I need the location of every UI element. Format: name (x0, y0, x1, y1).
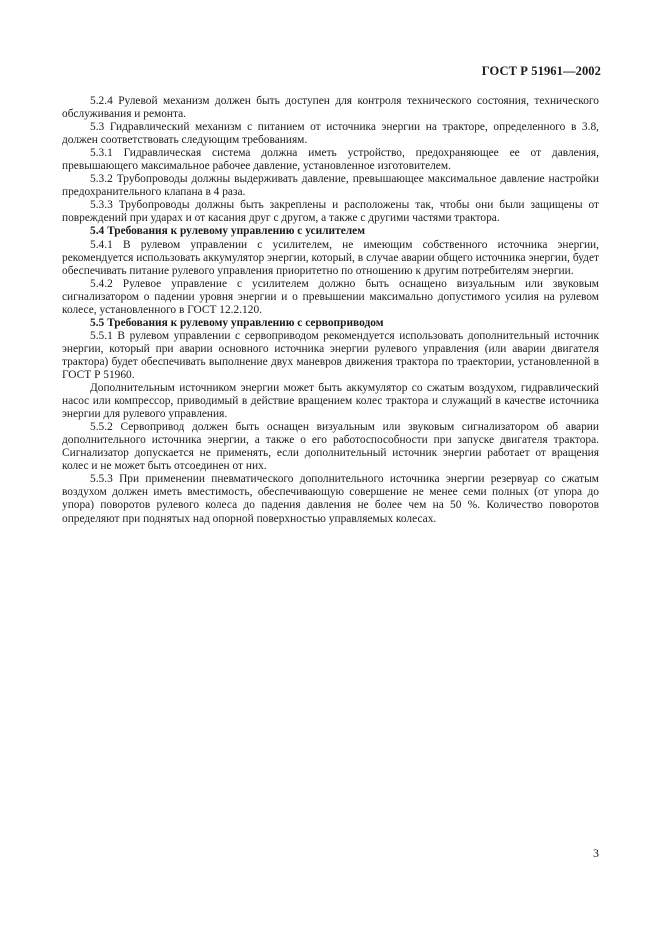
clause-5-3-3: 5.3.3 Трубопроводы должны быть закреплены и расположены так, чтобы они были защищены от повреждений при ударах и от касания друг с другом, а также с другими частями трактора. (62, 199, 599, 225)
clause-5-4-1: 5.4.1 В рулевом управлении с усилителем, не имеющим собственного источника энергии, рекомендуется использовать аккумулятор энергии, который, в случае аварии общего источника энергии, будет обеспечивать питание рулевого управления приоритетно по отношению к другим потребителям энергии. (62, 238, 599, 277)
clause-5-3-1: 5.3.1 Гидравлическая система должна иметь устройство, предохраняющее ее от давления, превышающего максимальное рабочее давление, установленное изготовителем. (62, 147, 599, 173)
clause-5-3: 5.3 Гидравлический механизм с питанием от источника энергии на тракторе, определенного в 3.8, должен соответствовать следующим требованиям. (62, 121, 599, 147)
clause-5-5-1: 5.5.1 В рулевом управлении с сервоприводом рекомендуется использовать дополнительный источник энергии, который при аварии основного источника энергии рулевого управления (или аварии двигателя трактора) будет обеспечивать выполнение двух маневров движения трактора по траектории, установленной в ГОСТ Р 51960. (62, 329, 599, 381)
section-heading-5-4: 5.4 Требования к рулевому управлению с усилителем (90, 225, 365, 238)
clause-5-5-2: 5.5.2 Сервопривод должен быть оснащен визуальным или звуковым сигнализатором об аварии дополнительного источника энергии, а также о его работоспособности при запуске двигателя трактора. Сигнализатор допускается не применять, если дополнительный источник энергии работает от вращения колес и не может быть отсоединен от них. (62, 421, 599, 473)
document-header: ГОСТ Р 51961—2002 (481, 64, 601, 78)
document-body (62, 95, 599, 526)
clause-5-2-4: 5.2.4 Рулевой механизм должен быть доступен для контроля технического состояния, технического обслуживания и ремонта. (62, 95, 599, 121)
section-heading-5-5: 5.5 Требования к рулевому управлению с сервоприводом (90, 316, 384, 329)
clause-5-4-2: 5.4.2 Рулевое управление с усилителем должно быть оснащено визуальным или звуковым сигнализатором о падении уровня энергии и о превышении максимально допустимого усилия на рулевом колесе, установленного в ГОСТ 12.2.120. (62, 277, 599, 316)
clause-5-5-1-note: Дополнительным источником энергии может быть аккумулятор со сжатым воздухом, гидравлический насос или компрессор, приводимый в действие вращением колес трактора и служащий в качестве источника энергии для рулевого управления. (62, 382, 599, 421)
clause-5-3-2: 5.3.2 Трубопроводы должны выдерживать давление, превышающее максимальное давление настройки предохранительного клапана в 4 раза. (62, 173, 599, 199)
page-number: 3 (593, 846, 599, 860)
clause-5-5-3: 5.5.3 При применении пневматического дополнительного источника энергии резервуар со сжатым воздухом должен иметь вместимость, обеспечивающую совершение не менее семи полных (от упора до упора) поворотов рулевого колеса до падения давления не более чем на 50 %. Количество поворотов определяют при поднятых над опорной поверхностью управляемых колесах. (62, 473, 599, 525)
